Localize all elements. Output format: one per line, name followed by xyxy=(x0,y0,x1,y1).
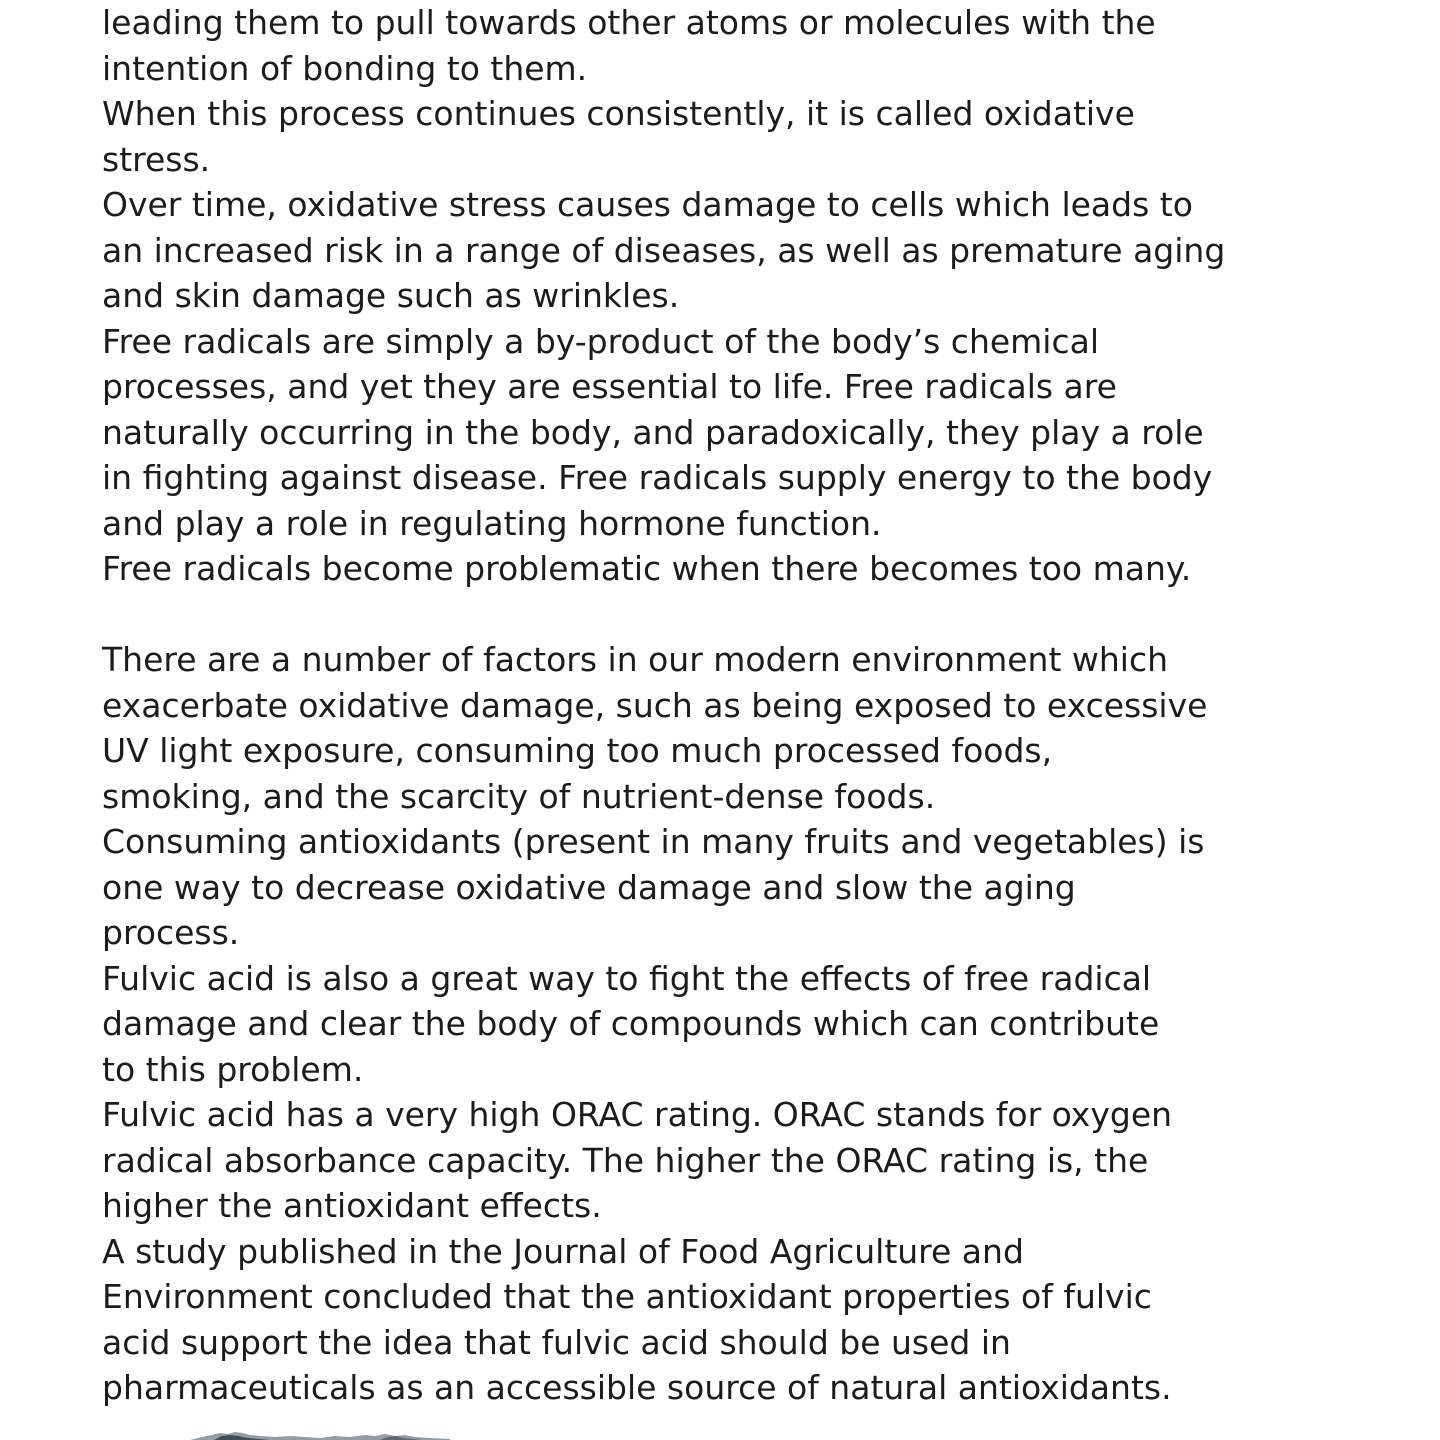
text-line: pharmaceuticals as an accessible source of natural antioxidants. xyxy=(102,1368,1172,1407)
text-line: an increased risk in a range of diseases, as well as premature aging xyxy=(102,230,1226,270)
text-line: intention of bonding to them. xyxy=(102,48,588,88)
text-line: damage and clear the body of compounds which can contribute xyxy=(102,1004,1160,1043)
text-line: stress. xyxy=(102,139,211,179)
text-line: Environment concluded that the antioxidant properties of fulvic xyxy=(102,1277,1152,1316)
text-line: leading them to pull towards other atoms or molecules with the xyxy=(102,3,1156,42)
paragraph-break xyxy=(102,592,1402,638)
text-line: processes, and yet they are essential to life. Free radicals are xyxy=(102,367,1117,406)
text-line: in fighting against disease. Free radicals supply energy to the body xyxy=(102,458,1213,497)
text-line: When this process continues consistently, it is called oxidative xyxy=(102,94,1135,133)
text-line: Fulvic acid is also a great way to fight the effects of free radical xyxy=(102,958,1152,998)
text-line: Free radicals are simply a by-product of the body’s chemical xyxy=(102,321,1100,361)
text-line: Fulvic acid has a very high ORAC rating. ORAC stands for oxygen xyxy=(102,1095,1173,1134)
text-line: UV light exposure, consuming too much processed foods, xyxy=(102,731,1053,770)
text-line: There are a number of factors in our modern environment which xyxy=(102,640,1169,679)
text-line: process. xyxy=(102,913,240,952)
text-line: and skin damage such as wrinkles. xyxy=(102,276,680,315)
text-line: naturally occurring in the body, and paradoxically, they play a role xyxy=(102,412,1204,452)
text-line: one way to decrease oxidative damage and slow the aging xyxy=(102,867,1076,907)
text-line: and play a role in regulating hormone function. xyxy=(102,503,882,543)
text-line: smoking, and the scarcity of nutrient-dense foods. xyxy=(102,776,936,816)
text-line: acid support the idea that fulvic acid should be used in xyxy=(102,1322,1011,1362)
article-body xyxy=(102,0,1402,1411)
text-line: to this problem. xyxy=(102,1049,364,1089)
cropped-photo-fragment xyxy=(190,1426,450,1440)
text-line: radical absorbance capacity. The higher the ORAC rating is, the xyxy=(102,1140,1149,1180)
text-line: exacerbate oxidative damage, such as being exposed to excessive xyxy=(102,685,1208,725)
text-line: Consuming antioxidants (present in many fruits and vegetables) is xyxy=(102,822,1205,861)
text-line: Over time, oxidative stress causes damage to cells which leads to xyxy=(102,185,1193,224)
text-line: higher the antioxidant effects. xyxy=(102,1186,602,1225)
text-line: A study published in the Journal of Food Agriculture and xyxy=(102,1231,1024,1271)
text-line: Free radicals become problematic when there becomes too many. xyxy=(102,549,1192,588)
